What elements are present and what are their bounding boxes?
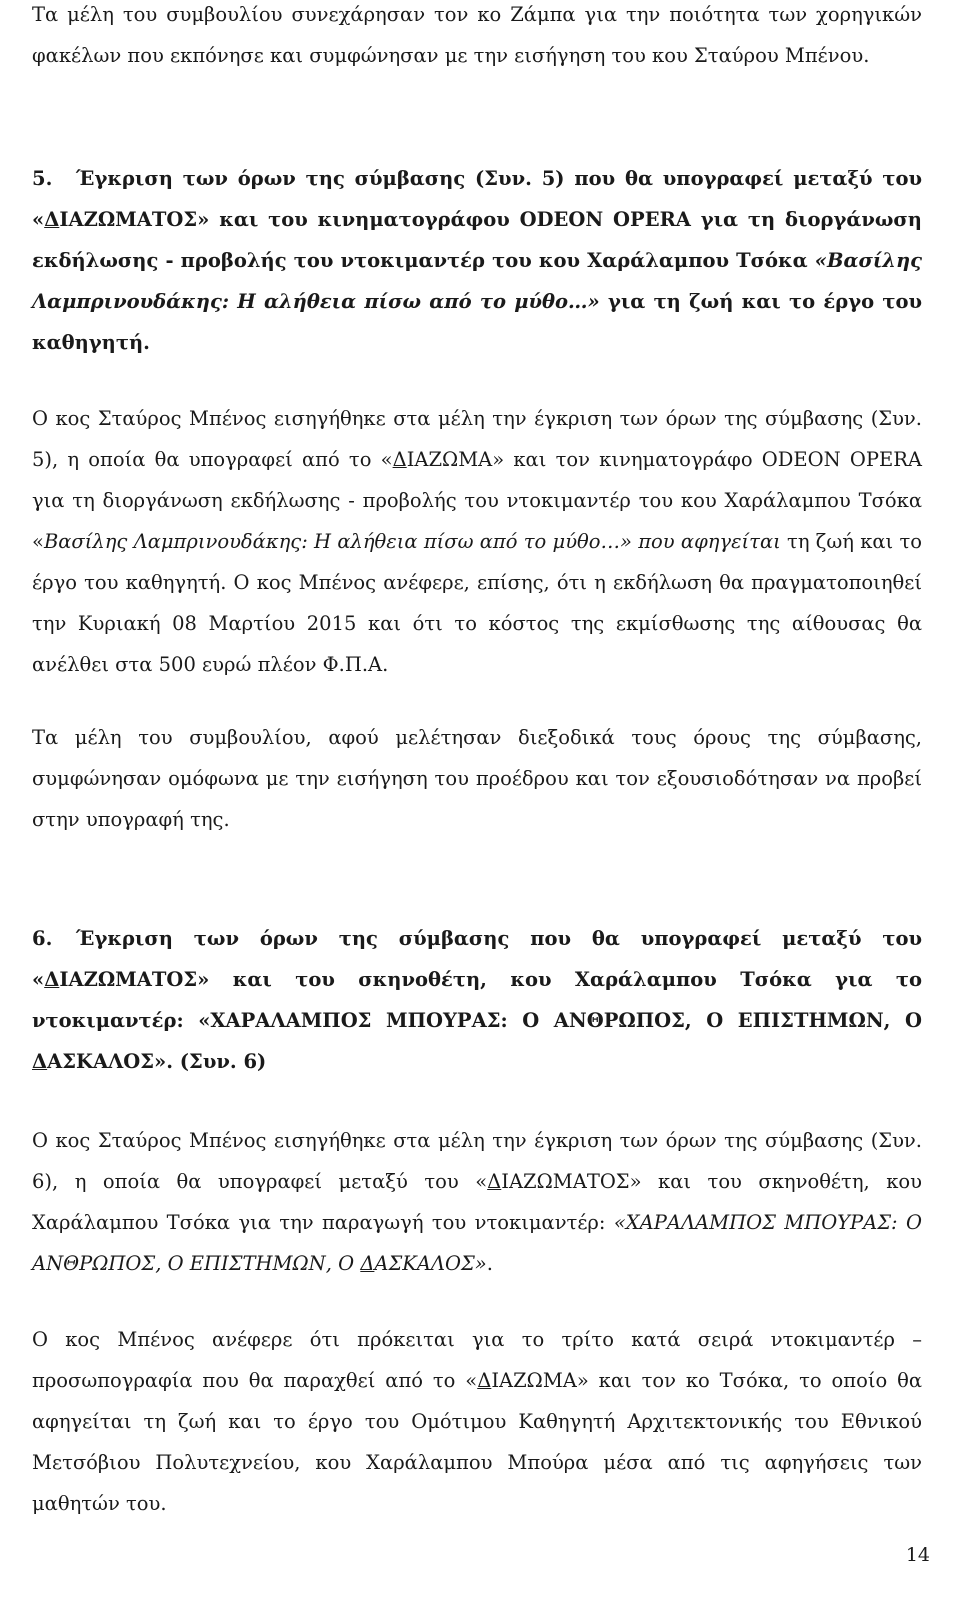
item-5-heading	[32, 158, 922, 363]
intro-paragraph	[32, 0, 922, 76]
item-6-title-b: ΙΑΖΩΜΑΤΟΣ» και του σκηνοθέτη, κου Χαράλαμπου Τσόκα για το ντοκιμαντέρ: «ΧΑΡΑΛΑΜΠΟΣ ΜΠΟΥΡΑΣ: Ο ΑΝΘΡΩΠΟΣ, Ο ΕΠΙΣΤΗΜΩΝ, Ο	[32, 968, 922, 1032]
item-5-title-italic: «Βασίλης Λαμπρινουδάκης: Η αλήθεια πίσω από το μύθο…»	[32, 249, 922, 313]
item-6-number: 6.	[32, 927, 53, 950]
intro-text: Τα μέλη του συμβουλίου συνεχάρησαν τον κο Ζάμπα για την ποιότητα των χορηγικών φακέλων που εκπόνησε και συμφώνησαν με την εισήγηση του κου Σταύρου Μπένου.	[32, 3, 922, 67]
item-6-title-a: Έγκριση των όρων της σύμβασης που θα υπογραφεί μεταξύ του «	[32, 927, 922, 991]
item-6-heading	[32, 918, 922, 1082]
item-6-p2-a: Ο κος Μπένος ανέφερε ότι πρόκειται για το τρίτο κατά σειρά ντοκιμαντέρ – προσωπογραφία που θα παραχθεί από το «	[32, 1328, 922, 1392]
item-6-p1-b: ΙΑΖΩΜΑΤΟΣ» και του σκηνοθέτη, κου Χαράλαμπου Τσόκα για την παραγωγή του ντοκιμαντέρ:	[32, 1170, 922, 1234]
item-5-paragraph-1	[32, 398, 922, 685]
item-5-p1-c: τη ζωή και το έργο του καθηγητή. Ο κος Μπένος ανέφερε, επίσης, ότι η εκδήλωση θα πραγματοποιηθεί την Κυριακή 08 Μαρτίου 2015 και ότι το κόστος της εκμίσθωσης της αίθουσας θα ανέλθει στα 500 ευρώ πλέον Φ.Π.Α.	[32, 530, 922, 676]
item-6-p2-underlined: Δ	[477, 1369, 492, 1392]
item-6-p1-a: Ο κος Σταύρος Μπένος εισηγήθηκε στα μέλη την έγκριση των όρων της σύμβασης (Συν. 6), η οποία θα υπογραφεί μεταξύ του «	[32, 1129, 922, 1193]
item-5-title-a: Έγκριση των όρων της σύμβασης (Συν. 5) που θα υπογραφεί μεταξύ του «	[32, 167, 922, 231]
item-6-p1-italic-underlined: Δ	[360, 1252, 375, 1275]
item-6-title-underlined-1: Δ	[44, 968, 60, 991]
item-6-p2-b: ΙΑΖΩΜΑ» και τον κο Τσόκα, το οποίο θα αφηγείται τη ζωή και το έργο του Ομότιμου Καθηγητή Αρχιτεκτονικής του Εθνικού Μετσόβιου Πολυτεχνείου, κου Χαράλαμπου Μπούρα μέσα από τις αφηγήσεις των μαθητών του.	[32, 1369, 922, 1515]
item-6-p1-underlined: Δ	[487, 1170, 502, 1193]
item-5-title-underlined: Δ	[44, 208, 60, 231]
item-5-p1-a: Ο κος Σταύρος Μπένος εισηγήθηκε στα μέλη την έγκριση των όρων της σύμβασης (Συν. 5), η οποία θα υπογραφεί από το «	[32, 407, 922, 471]
item-6-p1-c: .	[486, 1252, 493, 1275]
item-6-paragraph-2	[32, 1319, 922, 1524]
item-6-p1-italic-a: «ΧΑΡΑΛΑΜΠΟΣ ΜΠΟΥΡΑΣ: Ο ΑΝΘΡΩΠΟΣ, Ο ΕΠΙΣΤΗΜΩΝ, Ο	[32, 1211, 922, 1275]
item-6-paragraph-1	[32, 1120, 922, 1284]
item-5-p1-italic: Βασίλης Λαμπρινουδάκης: Η αλήθεια πίσω από το μύθο…» που αφηγείται	[43, 530, 781, 553]
item-5-p1-underlined: Δ	[392, 448, 407, 471]
item-5-paragraph-2	[32, 717, 922, 840]
item-5-p2: Τα μέλη του συμβουλίου, αφού μελέτησαν διεξοδικά τους όρους της σύμβασης, συμφώνησαν ομόφωνα με την εισήγηση του προέδρου και τον εξουσιοδότησαν να προβεί στην υπογραφή της.	[32, 726, 922, 831]
item-6-p1-italic-b: ΑΣΚΑΛΟΣ»	[374, 1252, 487, 1275]
item-5-title-c: για τη ζωή και το έργο του καθηγητή.	[32, 290, 922, 354]
item-5-number: 5.	[32, 167, 53, 190]
page-number: 14	[905, 1544, 930, 1566]
item-6-title-underlined-2: Δ	[32, 1050, 48, 1073]
item-5-title-b: ΙΑΖΩΜΑΤΟΣ» και του κινηματογράφου ODEON OPERA για τη διοργάνωση εκδήλωσης - προβολής του ντοκιμαντέρ του κου Χαράλαμπου Τσόκα	[32, 208, 922, 272]
item-6-title-c: ΑΣΚΑΛΟΣ». (Συν. 6)	[47, 1050, 267, 1073]
item-5-p1-b: ΙΑΖΩΜΑ» και τον κινηματογράφο ODEON OPERA για τη διοργάνωση εκδήλωσης - προβολής του ντοκιμαντέρ του κου Χαράλαμπου Τσόκα «	[32, 448, 922, 553]
